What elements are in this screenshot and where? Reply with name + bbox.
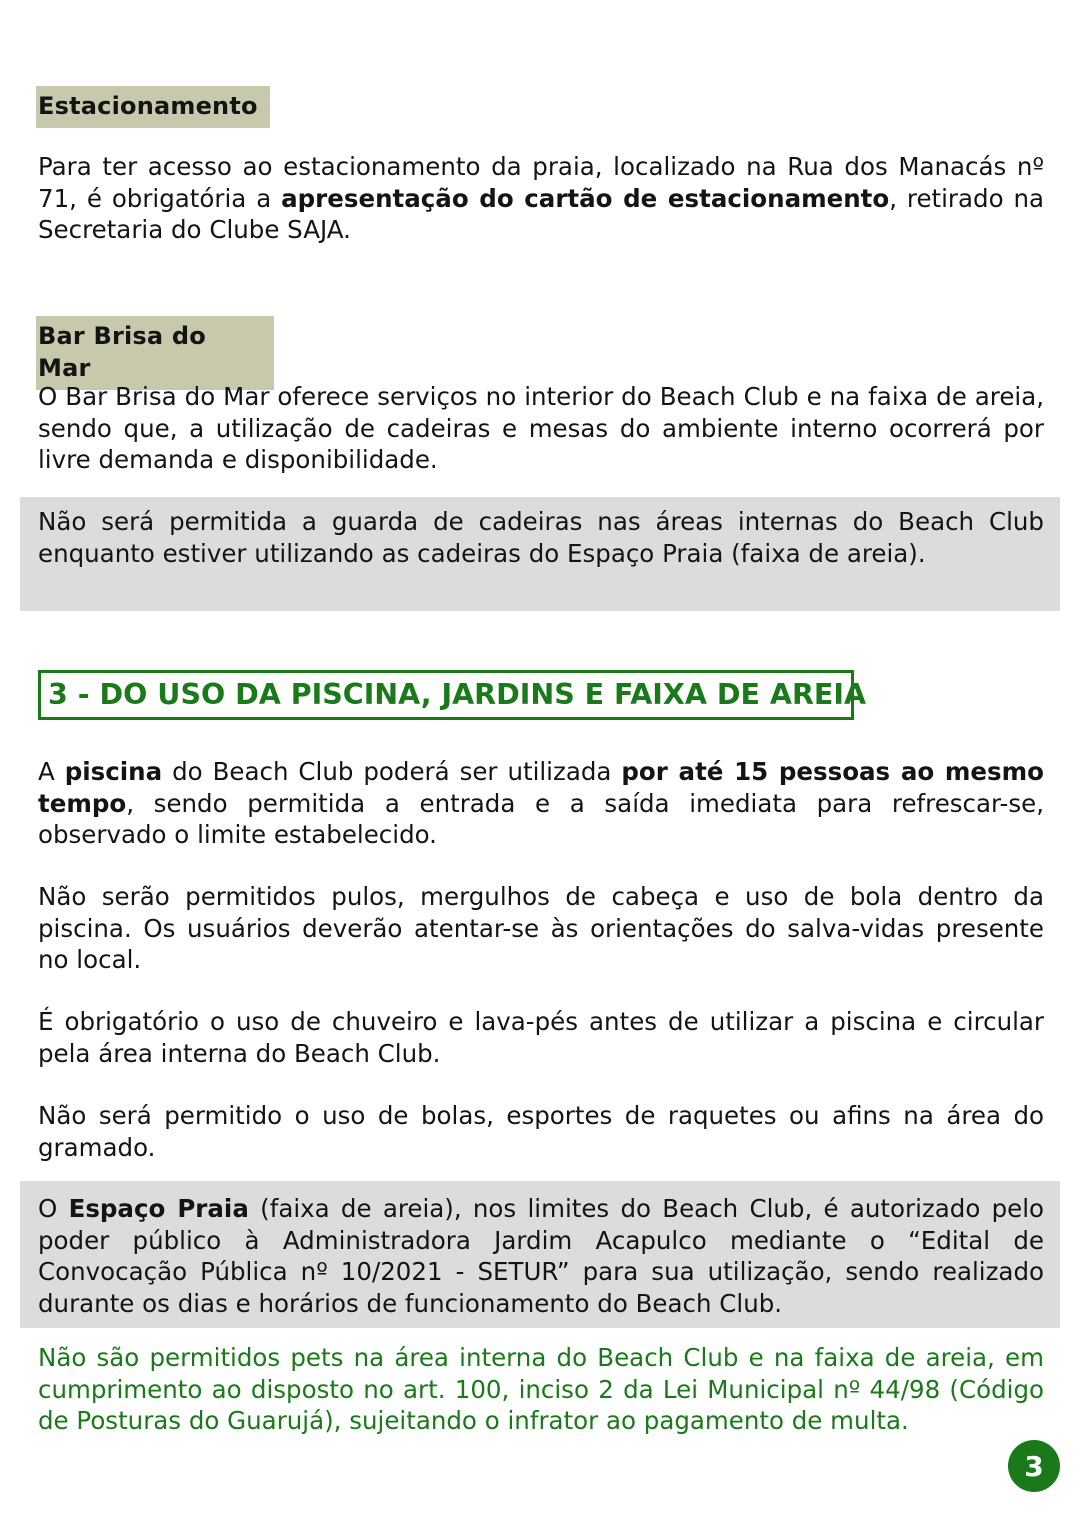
jumps-paragraph: Não serão permitidos pulos, mergulhos de cabeça e uso de bola dentro da piscina. Os usuários deverão atentar-se às orientações do salva-vidas presente no local. [38, 882, 1044, 974]
parking-paragraph [38, 151, 1044, 246]
bar-notice-text: Não será permitida a guarda de cadeiras nas áreas internas do Beach Club enquanto estiver utilizando as cadeiras do Espaço Praia (faixa de areia). [38, 507, 1044, 568]
bar-paragraph: O Bar Brisa do Mar oferece serviços no interior do Beach Club e na faixa de areia, sendo que, a utilização de cadeiras e mesas do ambiente interno ocorrerá por livre demanda e disponibilidade. [38, 382, 1044, 474]
pool-bold-2: por até 15 pessoas ao mesmo tempo [38, 757, 1044, 818]
section-heading-parking: Estacionamento [36, 86, 270, 128]
bar-notice-box [20, 497, 1060, 611]
pool-paragraph [38, 756, 1044, 851]
page-number: 3 [1024, 1449, 1044, 1483]
balls-paragraph: Não será permitido o uso de bolas, esportes de raquetes ou afins na área do gramado. [38, 1101, 1044, 1162]
page-number-badge [1008, 1440, 1060, 1492]
pool-text-2: do Beach Club poderá ser utilizada [162, 757, 622, 786]
beach-bold: Espaço Praia [68, 1194, 249, 1223]
shower-paragraph: É obrigatório o uso de chuveiro e lava-pés antes de utilizar a piscina e circular pela área interna do Beach Club. [38, 1007, 1044, 1068]
beach-notice-box [20, 1181, 1060, 1328]
pool-bold-1: piscina [64, 757, 163, 786]
section-heading-bar: Bar Brisa do Mar [36, 316, 274, 390]
beach-text-1: O [38, 1194, 69, 1223]
parking-text-2: , retirado na Secretaria do Clube SAJA. [38, 183, 1044, 244]
pets-paragraph: Não são permitidos pets na área interna do Beach Club e na faixa de areia, em cumprimento ao disposto no art. 100, inciso 2 da Lei Municipal nº 44/98 (Código de Posturas do Guarujá), sujeitando o infrator ao pagamento de multa. [38, 1343, 1044, 1435]
beach-notice-text [38, 1193, 1044, 1319]
parking-text-1: Para ter acesso ao estacionamento da praia, localizado na Rua dos Manacás nº 71, é obrigatória a [38, 152, 1044, 213]
section-3-title: 3 - DO USO DA PISCINA, JARDINS E FAIXA DE AREIA [38, 670, 854, 720]
pool-text-1: A [38, 757, 65, 786]
pool-text-3: , sendo permitida a entrada e a saída imediata para refrescar-se, observado o limite estabelecido. [38, 788, 1044, 849]
beach-text-2: (faixa de areia), nos limites do Beach Club, é autorizado pelo poder público à Administradora Jardim Acapulco mediante o “Edital de Convocação Pública nº 10/2021 - SETUR” para sua utilização, sendo realizado durante os dias e horários de funcionamento do Beach Club. [38, 1194, 1045, 1318]
parking-bold-text: apresentação do cartão de estacionamento [281, 183, 890, 213]
